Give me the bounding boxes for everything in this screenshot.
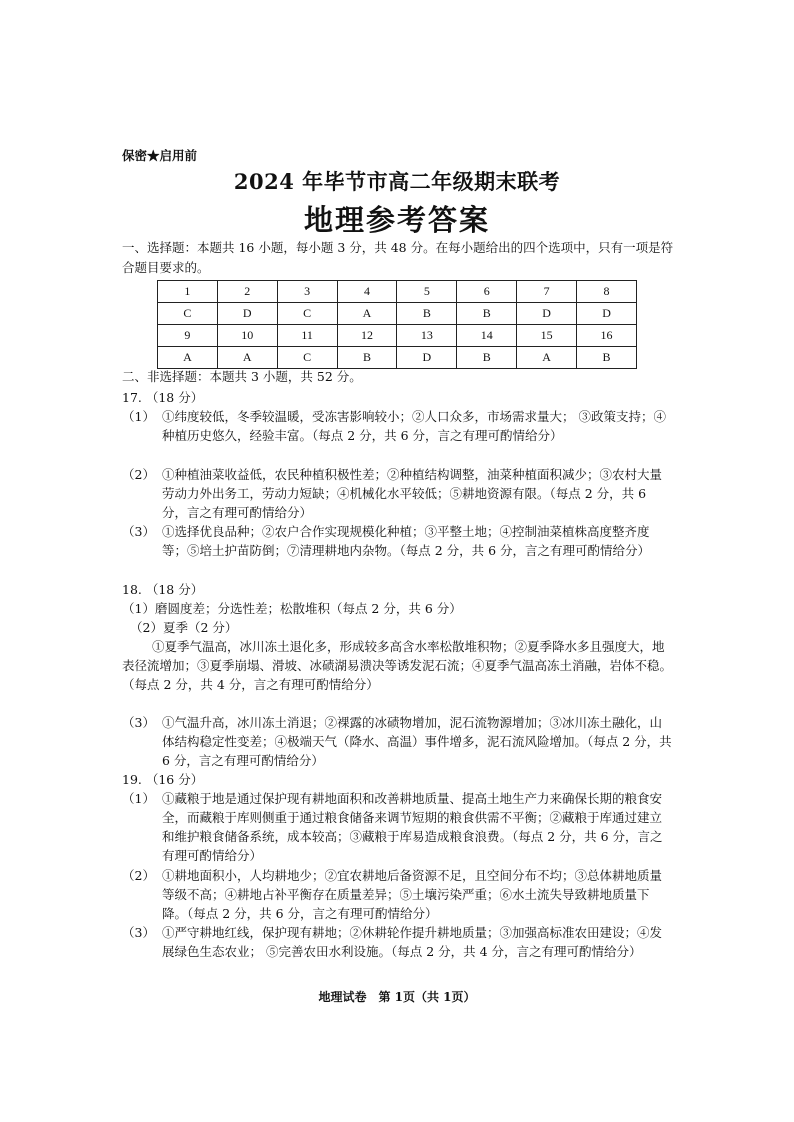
- table-row: [158, 281, 637, 303]
- answer-table: [157, 280, 637, 369]
- table-cell: B: [577, 347, 637, 369]
- q17-part1-number: （1）: [122, 409, 155, 424]
- section1-instructions: 一、选择题：本题共 16 小题，每小题 3 分，共 48 分。在每小题给出的四个选项中，只有一项是符合题目要求的。: [122, 240, 674, 275]
- q17-part3-answer: ①选择优良品种；②农户合作实现规模化种植；③平整土地；④控制油菜植株高度整齐度等；⑤培土护苗防倒；⑦清理耕地内杂物。（每点 2 分，共 6 分，言之有理可酌情给分）: [162, 524, 651, 558]
- table-cell: 16: [577, 325, 637, 347]
- page-footer: 地理试卷 第 1页（共 1页）: [318, 990, 476, 1004]
- table-cell: 12: [337, 325, 397, 347]
- table-cell: 10: [217, 325, 277, 347]
- table-cell: A: [337, 303, 397, 325]
- table-cell: 9: [158, 325, 218, 347]
- table-cell: 11: [277, 325, 337, 347]
- table-cell: D: [217, 303, 277, 325]
- q18-heading: 18. （18 分）: [122, 582, 204, 597]
- table-cell: 1: [158, 281, 218, 303]
- q19-part1-answer: ①藏粮于地是通过保护现有耕地面积和改善耕地质量、提高土地生产力来确保长期的粮食安全，而藏粮于库则侧重于通过粮食储备来调节短期的粮食供需不平衡；②藏粮于库通过建立和维护粮食储备系统，成本较高；③藏粮于库易造成粮食浪费。（每点 2 分，共 6 分，言之有理可酌情给分）: [162, 791, 663, 863]
- table-cell: B: [337, 347, 397, 369]
- q18-part1-answer: （1）磨圆度差；分选性差；松散堆积（每点 2 分，共 6 分）: [122, 601, 462, 616]
- table-cell: 15: [517, 325, 577, 347]
- table-cell: 5: [397, 281, 457, 303]
- q17-part3-number: （3）: [122, 524, 155, 539]
- q18-part3-number: （3）: [122, 715, 155, 730]
- table-cell: 14: [457, 325, 517, 347]
- table-cell: 13: [397, 325, 457, 347]
- table-cell: 4: [337, 281, 397, 303]
- table-cell: B: [457, 347, 517, 369]
- table-cell: C: [158, 303, 218, 325]
- table-cell: 2: [217, 281, 277, 303]
- table-cell: D: [397, 347, 457, 369]
- q19-part3-number: （3）: [122, 925, 155, 940]
- table-row: [158, 325, 637, 347]
- table-cell: A: [217, 347, 277, 369]
- q17-heading: 17. （18 分）: [122, 390, 204, 405]
- table-cell: B: [397, 303, 457, 325]
- q18-part2-detail: ①夏季气温高，冰川冻土退化多，形成较多高含水率松散堆积物；②夏季降水多且强度大，地表径流增加；③夏季崩塌、滑坡、冰碛湖易溃决等诱发泥石流；④夏季气温高冻土消融，岩体不稳。（每点 2 分，共 4 分，言之有理可酌情给分）: [122, 639, 673, 692]
- table-row: [158, 347, 637, 369]
- section2-instructions: 二、非选择题：本题共 3 小题，共 52 分。: [122, 369, 362, 384]
- table-cell: D: [517, 303, 577, 325]
- q19-part1-number: （1）: [122, 791, 155, 806]
- table-cell: C: [277, 303, 337, 325]
- exam-title: 2024 年毕节市高二年级期末联考: [233, 169, 561, 194]
- table-cell: 6: [457, 281, 517, 303]
- q19-part2-number: （2）: [122, 868, 155, 883]
- q18-part3-answer: ①气温升高，冰川冻土消退；②裸露的冰碛物增加，泥石流物源增加；③冰川冻土融化，山体结构稳定性变差；④极端天气（降水、高温）事件增多，泥石流风险增加。（每点 2 分，共 6 分，言之有理可酌情给分）: [162, 715, 672, 768]
- table-cell: A: [158, 347, 218, 369]
- table-cell: D: [577, 303, 637, 325]
- answer-key-title: 地理参考答案: [303, 203, 490, 237]
- confidential-label: 保密★启用前: [122, 148, 198, 163]
- table-cell: A: [517, 347, 577, 369]
- table-cell: 3: [277, 281, 337, 303]
- q17-part2-answer: ①种植油菜收益低，农民种植积极性差；②种植结构调整，油菜种植面积减少；③农村大量劳动力外出务工，劳动力短缺；④机械化水平较低；⑤耕地资源有限。（每点 2 分，共 6 分，言之有理可酌情给分）: [162, 467, 663, 520]
- q17-part1-answer: ①纬度较低，冬季较温暖，受冻害影响较小；②人口众多，市场需求量大； ③政策支持；④种植历史悠久，经验丰富。（每点 2 分，共 6 分，言之有理可酌情给分）: [162, 409, 666, 443]
- q19-part3-answer: ①严守耕地红线，保护现有耕地；②休耕轮作提升耕地质量；③加强高标准农田建设；④发展绿色生态农业； ⑤完善农田水利设施。（每点 2 分，共 4 分，言之有理可酌情给分）: [162, 925, 663, 959]
- q19-heading: 19. （16 分）: [122, 772, 204, 787]
- table-cell: C: [277, 347, 337, 369]
- q19-part2-answer: ①耕地面积小，人均耕地少；②宜农耕地后备资源不足，且空间分布不均；③总体耕地质量等级不高；④耕地占补平衡存在质量差异；⑤土壤污染严重；⑥水土流失导致耕地质量下降。（每点 2 分，共 6 分，言之有理可酌情给分）: [162, 868, 663, 921]
- table-row: [158, 303, 637, 325]
- table-cell: 8: [577, 281, 637, 303]
- q18-part2-answer: （2）夏季（2 分）: [130, 620, 238, 635]
- table-cell: B: [457, 303, 517, 325]
- q17-part2-number: （2）: [122, 467, 155, 482]
- table-cell: 7: [517, 281, 577, 303]
